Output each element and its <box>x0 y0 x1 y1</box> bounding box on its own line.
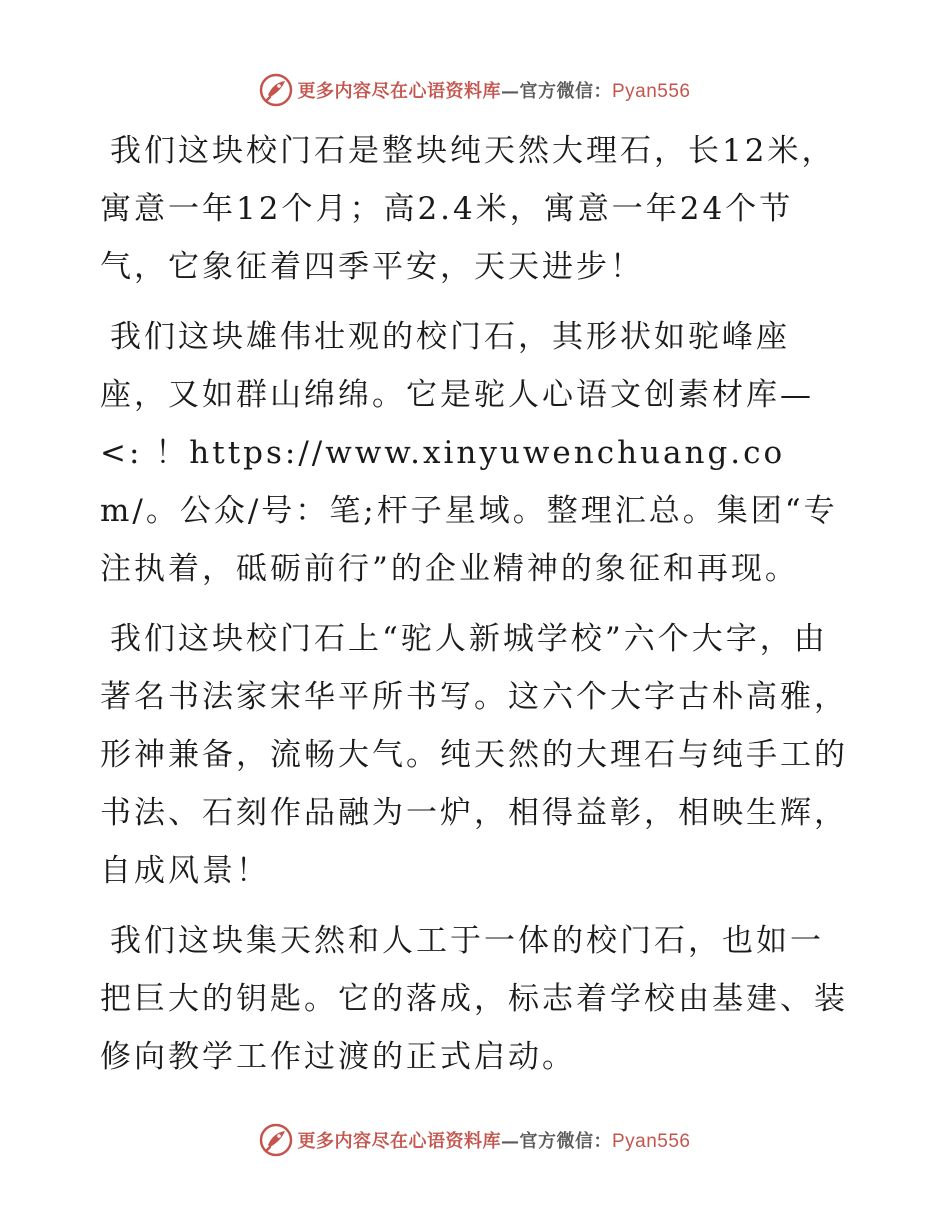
paragraph-2: 我们这块雄伟壮观的校门石，其形状如驼峰座座，又如群山绵绵。它是驼人心语文创素材库—<: ！https://www.xinyuwenchuang.com/。公众/号：笔;杆子星域。整理汇总。集团“专注执着，砥砺前行”的企业精神的象征和再现。 <box>100 319 838 587</box>
footer-dash: — <box>500 1131 520 1152</box>
document-body <box>100 122 855 1098</box>
paragraph-3: 我们这块校门石上“驼人新城学校”六个大字，由著名书法家宋华平所书写。这六个大字古朴高雅，形神兼备，流畅大气。纯天然的大理石与纯手工的书法、石刻作品融为一炉，相得益彰，相映生辉，自成风景！ <box>100 621 848 889</box>
pen-nib-logo-icon <box>259 73 293 107</box>
header-wechat-label: 官方微信： <box>519 81 612 102</box>
paragraph-4: 我们这块集天然和人工于一体的校门石，也如一把巨大的钥匙。它的落成，标志着学校由基建、装修向教学工作过渡的正式启动。 <box>100 923 848 1075</box>
header-banner-text <box>297 77 690 103</box>
header-wechat-id: Pyan556 <box>611 81 691 102</box>
header-site-text: 更多内容尽在心语资料库 <box>297 81 501 102</box>
header-banner-inner <box>259 73 690 107</box>
footer-banner-text <box>297 1127 690 1153</box>
footer-banner-inner <box>259 1123 690 1157</box>
pen-nib-logo-icon <box>259 1123 293 1157</box>
footer-banner <box>0 1120 950 1160</box>
header-dash: — <box>500 81 520 102</box>
footer-wechat-label: 官方微信： <box>519 1131 612 1152</box>
paragraph-1: 我们这块校门石是整块纯天然大理石，长12米，寓意一年12个月；高2.4米，寓意一年24个节气，它象征着四季平安，天天进步！ <box>100 133 836 285</box>
header-banner <box>0 70 950 110</box>
footer-wechat-id: Pyan556 <box>611 1131 691 1152</box>
footer-site-text: 更多内容尽在心语资料库 <box>297 1131 501 1152</box>
